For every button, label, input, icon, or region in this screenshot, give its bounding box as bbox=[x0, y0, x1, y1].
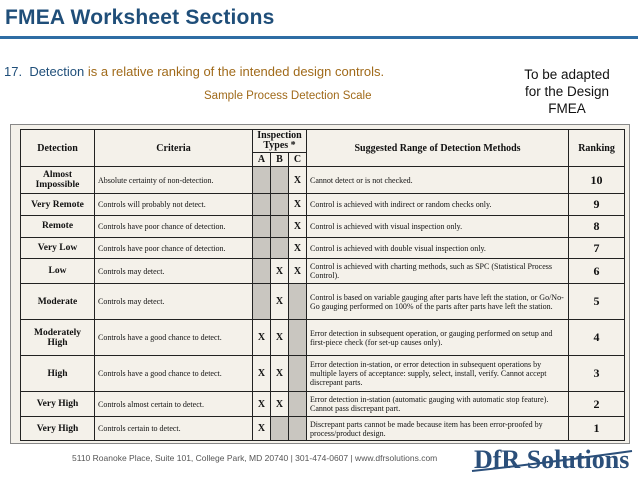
type-a-cell: X bbox=[253, 320, 271, 356]
detection-cell bbox=[21, 194, 95, 216]
table-body bbox=[21, 167, 625, 441]
method-cell: Error detection in-station, or error detection in subsequent operations by multiple layers of acceptance: supply, select, install, verify. Cannot accept discrepant parts. bbox=[307, 356, 569, 392]
type-b-cell bbox=[271, 237, 289, 259]
title-band bbox=[0, 0, 638, 40]
header-inspection-types bbox=[253, 130, 307, 153]
type-b-cell bbox=[271, 194, 289, 216]
type-a-cell: X bbox=[253, 417, 271, 441]
detection-cell bbox=[21, 284, 95, 320]
ranking-cell: 10 bbox=[569, 167, 625, 194]
detection-line: High bbox=[47, 337, 68, 348]
header-inspection-line: Inspection bbox=[257, 130, 302, 141]
item-number: 17. bbox=[4, 64, 23, 79]
ranking-cell: 5 bbox=[569, 284, 625, 320]
type-a-cell: X bbox=[253, 356, 271, 392]
header-criteria: Criteria bbox=[95, 130, 253, 167]
method-cell: Discrepant parts cannot be made because item has been error-proofed by process/product design. bbox=[307, 417, 569, 441]
ranking-cell: 8 bbox=[569, 215, 625, 237]
type-b-cell: X bbox=[271, 259, 289, 284]
type-c-cell: X bbox=[289, 215, 307, 237]
detection-line: Remote bbox=[41, 221, 74, 232]
table-row bbox=[21, 167, 625, 194]
table-row bbox=[21, 417, 625, 441]
ranking-cell: 1 bbox=[569, 417, 625, 441]
table-row bbox=[21, 392, 625, 417]
type-c-cell: X bbox=[289, 259, 307, 284]
adapt-note-line: To be adapted bbox=[524, 67, 610, 82]
detection-cell bbox=[21, 417, 95, 441]
detection-line: High bbox=[47, 368, 68, 379]
header-detection: Detection bbox=[21, 130, 95, 167]
type-c-cell: X bbox=[289, 237, 307, 259]
item-text: is a relative ranking of the intended design controls. bbox=[84, 64, 385, 79]
criteria-cell: Controls may detect. bbox=[95, 284, 253, 320]
detection-line: Very Remote bbox=[31, 199, 84, 210]
title-rule bbox=[0, 36, 638, 39]
detection-cell bbox=[21, 392, 95, 417]
type-c-cell: X bbox=[289, 194, 307, 216]
criteria-cell: Controls certain to detect. bbox=[95, 417, 253, 441]
type-b-cell: X bbox=[271, 356, 289, 392]
item-line bbox=[4, 64, 384, 79]
header-inspection-line: Types * bbox=[263, 140, 296, 151]
table-row bbox=[21, 215, 625, 237]
type-c-cell bbox=[289, 356, 307, 392]
header-type-c: C bbox=[289, 153, 307, 167]
detection-line: Impossible bbox=[35, 180, 80, 191]
criteria-cell: Controls have poor chance of detection. bbox=[95, 215, 253, 237]
method-cell: Control is achieved with visual inspection only. bbox=[307, 215, 569, 237]
table-row bbox=[21, 320, 625, 356]
ranking-cell: 2 bbox=[569, 392, 625, 417]
ranking-cell: 7 bbox=[569, 237, 625, 259]
detection-cell bbox=[21, 320, 95, 356]
type-b-cell: X bbox=[271, 284, 289, 320]
logo-text: DfR Solutions bbox=[474, 445, 630, 474]
header-ranking: Ranking bbox=[569, 130, 625, 167]
company-logo bbox=[466, 443, 636, 477]
criteria-cell: Controls have a good chance to detect. bbox=[95, 356, 253, 392]
type-c-cell: X bbox=[289, 167, 307, 194]
type-a-cell bbox=[253, 284, 271, 320]
detection-scale-sheet bbox=[10, 124, 630, 444]
type-c-cell bbox=[289, 320, 307, 356]
type-b-cell bbox=[271, 417, 289, 441]
ranking-cell: 4 bbox=[569, 320, 625, 356]
criteria-cell: Controls have a good chance to detect. bbox=[95, 320, 253, 356]
method-cell: Control is achieved with double visual inspection only. bbox=[307, 237, 569, 259]
detection-line: Very High bbox=[36, 423, 79, 434]
method-cell: Error detection in-station (automatic gauging with automatic stop feature). Cannot pass discrepant part. bbox=[307, 392, 569, 417]
type-c-cell bbox=[289, 284, 307, 320]
detection-line: Low bbox=[48, 266, 67, 277]
ranking-cell: 6 bbox=[569, 259, 625, 284]
detection-cell bbox=[21, 237, 95, 259]
type-c-cell bbox=[289, 392, 307, 417]
type-a-cell bbox=[253, 237, 271, 259]
type-b-cell bbox=[271, 215, 289, 237]
adapt-note bbox=[500, 66, 634, 117]
method-cell: Control is achieved with charting methods, such as SPC (Statistical Process Control). bbox=[307, 259, 569, 284]
criteria-cell: Absolute certainty of non-detection. bbox=[95, 167, 253, 194]
header-methods: Suggested Range of Detection Methods bbox=[307, 130, 569, 167]
detection-line: Moderate bbox=[37, 296, 78, 307]
type-b-cell: X bbox=[271, 392, 289, 417]
ranking-cell: 3 bbox=[569, 356, 625, 392]
scale-title: Sample Process Detection Scale bbox=[204, 90, 372, 102]
detection-cell bbox=[21, 356, 95, 392]
header-type-b: B bbox=[271, 153, 289, 167]
detection-line: Very High bbox=[36, 399, 79, 409]
type-a-cell bbox=[253, 167, 271, 194]
type-a-cell bbox=[253, 259, 271, 284]
method-cell: Error detection in subsequent operation, or gauging performed on setup and first-piece check (for set-up causes only). bbox=[307, 320, 569, 356]
detection-scale-table bbox=[20, 129, 625, 441]
footer-address: 5110 Roanoke Place, Suite 101, College Park, MD 20740 | 301-474-0607 | www.dfrsolutions.com bbox=[72, 453, 438, 463]
criteria-cell: Controls may detect. bbox=[95, 259, 253, 284]
table-row bbox=[21, 259, 625, 284]
detection-cell bbox=[21, 259, 95, 284]
type-b-cell: X bbox=[271, 320, 289, 356]
criteria-cell: Controls almost certain to detect. bbox=[95, 392, 253, 417]
table-row bbox=[21, 194, 625, 216]
detection-line: Almost bbox=[42, 170, 73, 181]
method-cell: Control is achieved with indirect or random checks only. bbox=[307, 194, 569, 216]
criteria-cell: Controls have poor chance of detection. bbox=[95, 237, 253, 259]
criteria-cell: Controls will probably not detect. bbox=[95, 194, 253, 216]
table-row bbox=[21, 237, 625, 259]
detection-line: Moderately bbox=[34, 327, 81, 338]
item-keyword: Detection bbox=[29, 64, 85, 79]
type-a-cell bbox=[253, 194, 271, 216]
header-type-a: A bbox=[253, 153, 271, 167]
ranking-cell: 9 bbox=[569, 194, 625, 216]
table-row bbox=[21, 356, 625, 392]
adapt-note-line: for the Design bbox=[524, 84, 610, 99]
method-cell: Cannot detect or is not checked. bbox=[307, 167, 569, 194]
detection-cell bbox=[21, 215, 95, 237]
table-row bbox=[21, 284, 625, 320]
method-cell: Control is based on variable gauging after parts have left the station, or Go/No-Go gauging performed on 100% of the parts after parts have left the station. bbox=[307, 284, 569, 320]
type-a-cell bbox=[253, 215, 271, 237]
detection-line: Very Low bbox=[37, 243, 78, 253]
type-a-cell: X bbox=[253, 392, 271, 417]
detection-cell bbox=[21, 167, 95, 194]
type-c-cell bbox=[289, 417, 307, 441]
type-b-cell bbox=[271, 167, 289, 194]
adapt-note-line: FMEA bbox=[548, 101, 586, 116]
slide-title: FMEA Worksheet Sections bbox=[5, 6, 275, 29]
